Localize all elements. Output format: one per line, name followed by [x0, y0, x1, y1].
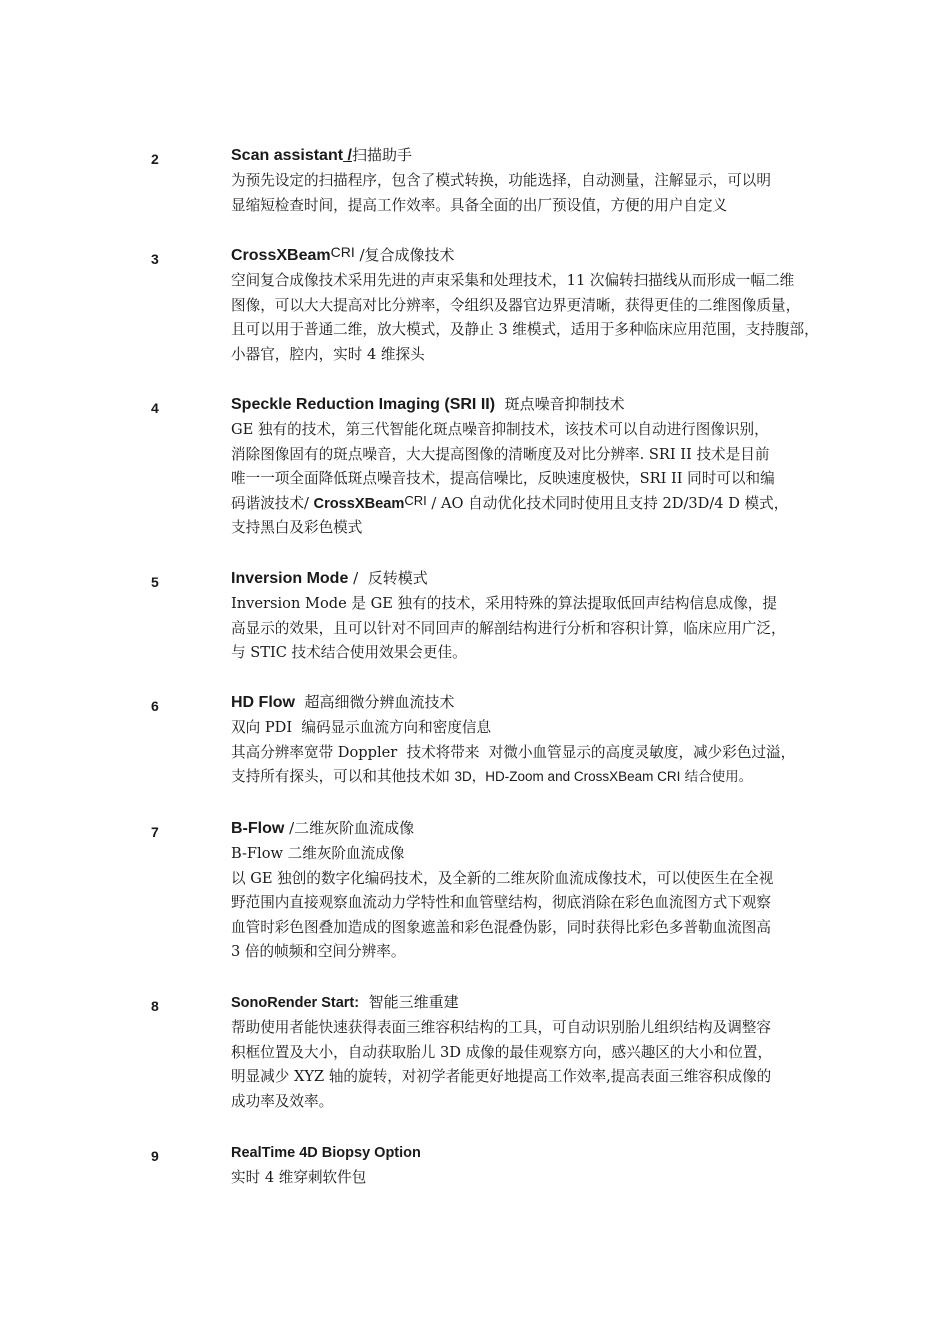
- section-title-en: Speckle Reduction Imaging (SRI II): [231, 396, 496, 413]
- section-title: [231, 566, 849, 591]
- body-line: 小器官，腔内，实时 4 维探头: [231, 345, 425, 363]
- section-title-cn: /复合成像技术: [354, 246, 455, 264]
- section-title-en: HD Flow: [231, 694, 295, 711]
- section-body: [231, 1016, 849, 1114]
- section-title-en: B-Flow: [231, 820, 285, 837]
- section-title-en: CrossXBeam: [231, 247, 331, 264]
- body-line: Inversion Mode 是 GE 独有的技术，采用特殊的算法提取低回声结构信息成像，提: [231, 595, 777, 612]
- section-title: [231, 990, 849, 1015]
- body-text: 支持所有探头，可以和其他技术如: [231, 768, 455, 785]
- tech-terms: 3D，HD-Zoom and CrossXBeam CRI: [454, 769, 681, 784]
- body-line: 消除图像固有的斑点噪音，大大提高图像的清晰度及对比分辨率. SRI II 技术是目前: [231, 445, 770, 463]
- section-number: 5: [151, 574, 159, 590]
- cri-superscript: CRI: [404, 492, 427, 508]
- body-line: 帮助使用者能快速获得表面三维容积结构的工具，可自动识别胎儿组织结构及调整容: [231, 1019, 771, 1036]
- section-title-cn: 超高细微分辨血流技术: [295, 693, 455, 711]
- section-title: [231, 690, 849, 715]
- section-title-en: SonoRender Start:: [231, 995, 360, 1011]
- section-title: [231, 1140, 849, 1165]
- section-title: [231, 816, 849, 841]
- body-line: 实时 4 维穿刺软件包: [231, 1169, 367, 1186]
- body-line: [231, 492, 849, 517]
- body-line: 积框位置及大小，自动获取胎儿 3D 成像的最佳观察方向，感兴趣区的大小和位置，: [231, 1043, 773, 1061]
- section-title-cn: 扫描助手: [351, 146, 412, 164]
- body-text: / AO 自动优化技术同时使用且支持 2D/3D/4 D 模式，: [426, 494, 789, 512]
- section-title: [231, 392, 849, 417]
- body-line: 双向 PDI 编码显示血流方向和密度信息: [231, 719, 492, 736]
- section-title-en: Scan assistant: [231, 147, 344, 164]
- body-line: 明显减少 XYZ 轴的旋转，对初学者能更好地提高工作效率,提高表面三维容积成像的: [231, 1068, 772, 1085]
- section-body: [231, 169, 849, 218]
- section-body: [231, 1166, 849, 1191]
- section-number: 2: [151, 151, 159, 167]
- body-text: 码谐波技术/: [231, 494, 314, 512]
- body-line: 3 倍的帧频和空间分辨率。: [231, 943, 406, 960]
- body-line: 血管时彩色图叠加造成的图象遮盖和彩色混叠伪影，同时获得比彩色多普勒血流图高: [231, 918, 771, 936]
- section-number: 7: [151, 824, 159, 840]
- section-title: [231, 143, 849, 168]
- body-line: 空间复合成像技术采用先进的声束采集和处理技术，11 次偏转扫描线从而形成一幅二维: [231, 272, 795, 289]
- section-title-en: Inversion Mode: [231, 570, 349, 587]
- body-line: B-Flow 二维灰阶血流成像: [231, 845, 405, 862]
- body-line: 唯一一项全面降低斑点噪音技术，提高信噪比，反映速度极快，SRI II 同时可以和编: [231, 470, 775, 487]
- section-title-cn: 智能三维重建: [359, 993, 459, 1011]
- section-number: 4: [151, 400, 159, 416]
- body-line: 其高分辨率宽带 Doppler 技术将带来 对微小血管显示的高度灵敏度，减少彩色过溢，: [231, 743, 796, 761]
- section-number: 3: [151, 251, 159, 267]
- body-line: 高显示的效果，且可以针对不同回声的解剖结构进行分析和容积计算，临床应用广泛，: [231, 619, 786, 637]
- body-line: 支持黑白及彩色模式: [231, 519, 363, 536]
- section-title-cn: /二维灰阶血流成像: [284, 819, 415, 837]
- section-body: [231, 269, 849, 367]
- section-body: [231, 842, 849, 965]
- section-number: 9: [151, 1148, 159, 1164]
- section-title-superscript: CRI: [330, 244, 355, 260]
- body-line: 成功率及效率。: [231, 1092, 334, 1110]
- body-line: 图像，可以大大提高对比分辨率，令组织及器官边界更清晰，获得更佳的二维图像质量，: [231, 296, 801, 314]
- crossxbeam-term: CrossXBeam: [313, 495, 405, 512]
- body-line: 显缩短检查时间，提高工作效率。具备全面的出厂预设值，方便的用户自定义: [231, 196, 728, 214]
- body-text: 结合使用。: [680, 769, 753, 785]
- section-number: 6: [151, 698, 159, 714]
- section-title-cn: 斑点噪音抑制技术: [495, 395, 625, 413]
- body-line: 野范围内直接观察血流动力学特性和血管壁结构，彻底消除在彩色血流图方式下观察: [231, 894, 771, 911]
- body-line: 且可以用于普通二维，放大模式，及静止 3 维模式，适用于多种临床应用范围，支持腹部，: [231, 321, 819, 338]
- section-body: [231, 418, 849, 541]
- body-line: GE 独有的技术，第三代智能化斑点噪音抑制技术，该技术可以自动进行图像识别，: [231, 421, 769, 438]
- title-separator: /: [343, 147, 352, 164]
- section-body: [231, 592, 849, 666]
- body-line: 为预先设定的扫描程序，包含了模式转换，功能选择，自动测量，注解显示，可以明: [231, 172, 771, 189]
- body-line: 以 GE 独创的数字化编码技术，及全新的二维灰阶血流成像技术，可以使医生在全视: [231, 869, 774, 887]
- section-title-en: RealTime 4D Biopsy Option: [231, 1145, 421, 1161]
- section-number: 8: [151, 998, 159, 1014]
- section-title-cn: / 反转模式: [348, 569, 428, 587]
- body-line: [231, 765, 849, 790]
- section-title: [231, 243, 849, 268]
- body-line: 与 STIC 技术结合使用效果会更佳。: [231, 644, 467, 661]
- section-body: [231, 716, 849, 790]
